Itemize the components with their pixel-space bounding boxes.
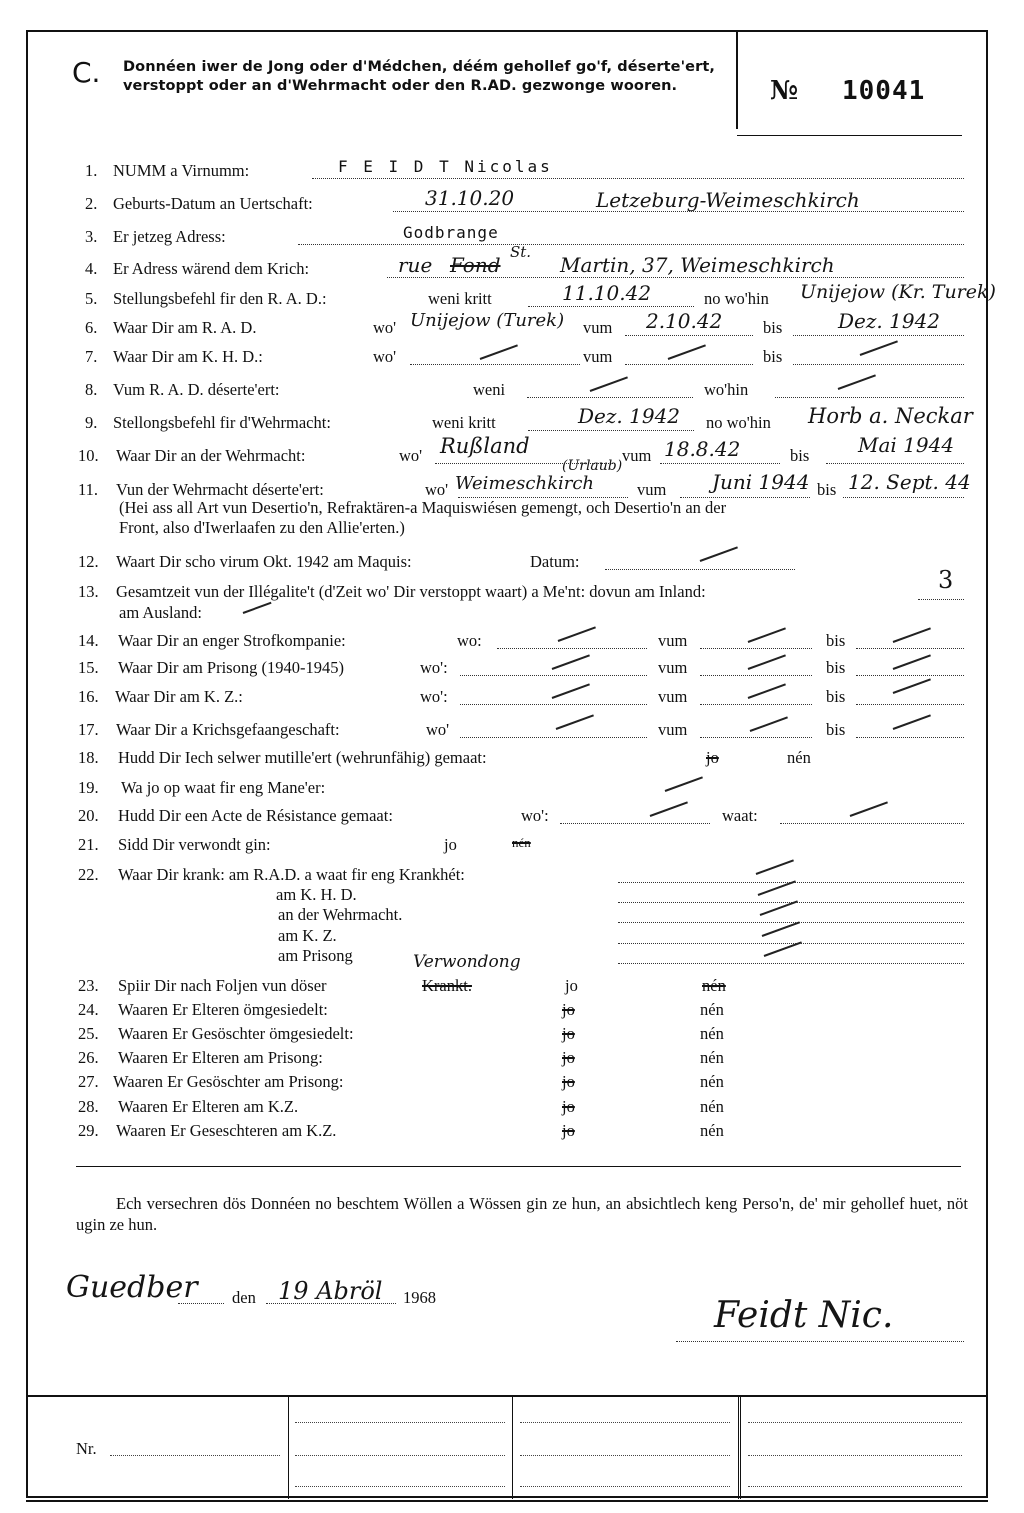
sick-kz-label: am K. Z. — [278, 926, 337, 945]
where-label: wo' — [426, 720, 450, 739]
answer-yes[interactable]: jo — [562, 1097, 575, 1116]
rad-service-from[interactable]: 2.10.42 — [646, 309, 723, 333]
where-to-label: no wo'hin — [704, 289, 769, 308]
sick-wehrmacht-label: an der Wehrmacht. — [278, 905, 403, 924]
where-label: wo': — [420, 687, 448, 706]
to-line — [793, 364, 964, 365]
nr-label: Nr. — [76, 1439, 97, 1458]
where-to-label: wo'hin — [704, 380, 749, 399]
wehrmacht-service-to[interactable]: Mai 1944 — [858, 433, 955, 457]
signing-year: 1968 — [403, 1288, 436, 1307]
footer-line — [748, 1486, 962, 1487]
answer-no[interactable]: nén — [700, 1097, 724, 1116]
answer-yes[interactable]: jo — [562, 1048, 575, 1067]
field-number: 27. — [78, 1072, 99, 1091]
rad-order-label: Stellungsbefehl fir den R. A. D.: — [113, 289, 327, 308]
wehrmacht-order-label: Stellongsbefehl fir d'Wehrmacht: — [113, 413, 331, 432]
field-number: 1. — [85, 161, 98, 180]
field-number: 16. — [78, 687, 99, 706]
to-line — [843, 497, 964, 498]
wehrmacht-service-place[interactable]: Rußland — [440, 434, 530, 458]
where-label: wo' — [399, 446, 423, 465]
date-line — [605, 569, 795, 570]
to-label: bis — [826, 687, 846, 706]
from-label: vum — [658, 720, 688, 739]
war-address-value[interactable]: Martin, 37, Weimeschkirch — [560, 253, 835, 277]
desertion-note: (Urlaub) — [562, 458, 623, 474]
footer-line — [520, 1455, 730, 1456]
birth-place-value[interactable]: Letzeburg-Weimeschkirch — [596, 188, 860, 212]
where-line — [460, 675, 647, 676]
parents-resettled-label: Waaren Er Elteren ömgesiedelt: — [118, 1000, 328, 1019]
abroad-label: am Ausland: — [119, 603, 202, 622]
section-letter: C. — [72, 56, 101, 89]
where-line — [460, 737, 647, 738]
field-number: 15. — [78, 658, 99, 677]
rad-order-date-line — [528, 306, 694, 307]
address-line — [298, 244, 964, 245]
footer-line — [748, 1422, 962, 1423]
address-label: Er jetzeg Adress: — [113, 227, 226, 246]
wehrmacht-service-label: Waar Dir an der Wehrmacht: — [116, 446, 306, 465]
from-line — [625, 335, 753, 336]
where-label: wo' — [373, 318, 397, 337]
where-line — [460, 704, 647, 705]
to-label: bis — [826, 631, 846, 650]
wehrmacht-desertion-place[interactable]: Weimeschkirch — [455, 473, 595, 494]
from-label: vum — [583, 318, 613, 337]
to-line — [826, 463, 964, 464]
where-label: wo: — [457, 631, 482, 650]
field-number: 26. — [78, 1048, 99, 1067]
field-number: 3. — [85, 227, 98, 246]
from-label: vum — [658, 658, 688, 677]
answer-no[interactable]: nén — [700, 1072, 724, 1091]
field-number: 20. — [78, 806, 99, 825]
nr-line — [110, 1455, 280, 1456]
where-line — [410, 364, 580, 365]
wehrmacht-service-from[interactable]: 18.8.42 — [664, 437, 741, 461]
what-label: waat: — [722, 806, 758, 825]
answer-no[interactable]: nén — [512, 835, 531, 850]
sick-label: Waar Dir krank: am R.A.D. a waat fir eng Krankhét: — [118, 865, 465, 884]
field-number: 12. — [78, 552, 99, 571]
to-label: bis — [763, 318, 783, 337]
manner-label: Wa jo op waat fir eng Mane'er: — [121, 778, 326, 797]
from-line — [700, 648, 812, 649]
sick-prison-label: am Prisong — [278, 946, 353, 965]
birth-date-value[interactable]: 31.10.20 — [425, 186, 515, 210]
field-number: 22. — [78, 865, 99, 884]
pow-label: Waar Dir a Krichsgefaangeschaft: — [116, 720, 340, 739]
received-label: weni kritt — [432, 413, 496, 432]
wounded-label: Sidd Dir verwondt gin: — [118, 835, 271, 854]
form-bottom-rule — [26, 1500, 988, 1502]
number-sign: № — [770, 76, 799, 106]
signature[interactable]: Feidt Nic. — [714, 1295, 894, 1336]
rad-order-date[interactable]: 11.10.42 — [562, 281, 652, 305]
sick-prison-line — [618, 963, 964, 964]
section-divider — [76, 1166, 961, 1167]
from-line — [700, 704, 812, 705]
field-number: 14. — [78, 631, 99, 650]
rad-desertion-label: Vum R. A. D. déserte'ert: — [113, 380, 280, 399]
answer-no[interactable]: nén — [700, 1000, 724, 1019]
from-label: vum — [637, 480, 667, 499]
what-line — [780, 823, 964, 824]
address-value[interactable]: Godbrange — [403, 223, 499, 242]
answer-no[interactable]: nén — [700, 1121, 724, 1140]
from-label: vum — [583, 347, 613, 366]
siblings-kz-label: Waaren Er Geseschteren am K.Z. — [116, 1121, 337, 1140]
footer-divider — [512, 1396, 513, 1499]
inland-months[interactable]: 3 — [938, 566, 954, 594]
signing-date[interactable]: 19 Abröl — [278, 1277, 383, 1305]
to-label: bis — [763, 347, 783, 366]
field-number: 25. — [78, 1024, 99, 1043]
answer-no[interactable]: nén — [787, 748, 811, 767]
field-number: 13. — [78, 582, 99, 601]
place-line — [178, 1303, 224, 1304]
footer-line — [520, 1422, 730, 1423]
field-number: 8. — [85, 380, 98, 399]
answer-no[interactable]: nén — [702, 976, 726, 995]
answer-no[interactable]: nén — [700, 1048, 724, 1067]
sick-wehrmacht-line — [618, 922, 964, 923]
rad-service-label: Waar Dir am R. A. D. — [113, 318, 257, 337]
name-line — [312, 178, 964, 179]
answer-yes[interactable]: jo — [444, 835, 457, 854]
desertion-note-2: Front, also d'Iwerlaafen zu den Allie'erten.) — [119, 518, 405, 537]
form-title: Donnéen iwer de Jong oder d'Médchen, déém gehollef go'f, déserte'ert, verstoppt oder an d'Wehrmacht oder den R.AD. gezwonge wooren. — [123, 59, 715, 94]
from-label: vum — [622, 446, 652, 465]
field-number: 19. — [78, 778, 99, 797]
parents-kz-label: Waaren Er Elteren am K.Z. — [118, 1097, 299, 1116]
birth-label: Geburts-Datum an Uertschaft: — [113, 194, 313, 213]
where-line — [560, 823, 710, 824]
war-address-prefix[interactable]: rue — [398, 253, 433, 277]
name-value[interactable]: F E I D T Nicolas — [338, 157, 553, 176]
prison-label: Waar Dir am Prisong (1940-1945) — [118, 658, 344, 677]
from-line — [660, 463, 780, 464]
siblings-prison-label: Waaren Er Gesöschter am Prisong: — [113, 1072, 344, 1091]
header-divider — [736, 31, 738, 129]
khd-label: Waar Dir am K. H. D.: — [113, 347, 263, 366]
answer-yes[interactable]: jo — [565, 976, 578, 995]
field-number: 4. — [85, 259, 98, 278]
wehrmacht-order-date[interactable]: Dez. 1942 — [578, 404, 681, 428]
field-number: 18. — [78, 748, 99, 767]
rad-service-place[interactable]: Unijejow (Turek) — [410, 310, 565, 331]
rad-service-to[interactable]: Dez. 1942 — [838, 309, 941, 333]
consequences-label: Spiir Dir nach Foljen vun döser — [118, 976, 327, 995]
answer-yes[interactable]: jo — [706, 748, 719, 767]
wehrmacht-desertion-label: Vun der Wehrmacht déserte'ert: — [116, 480, 324, 499]
footer-line — [295, 1422, 505, 1423]
footer-line — [520, 1486, 730, 1487]
footer-divider — [738, 1396, 739, 1499]
wehrmacht-desertion-from[interactable]: Juni 1944 — [712, 470, 810, 494]
when-line — [527, 397, 693, 398]
where-label: wo' — [425, 480, 449, 499]
name-label: NUMM a Virnumm: — [113, 161, 250, 180]
wehrmacht-order-place[interactable]: Horb a. Neckar — [808, 404, 973, 428]
from-line — [700, 675, 812, 676]
field-number: 6. — [85, 318, 98, 337]
inland-line — [918, 599, 964, 600]
answer-yes[interactable]: jo — [562, 1072, 575, 1091]
field-number: 21. — [78, 835, 99, 854]
field-number: 9. — [85, 413, 98, 432]
received-label: weni kritt — [428, 289, 492, 308]
penal-company-label: Waar Dir an enger Strofkompanie: — [118, 631, 346, 650]
footer-line — [295, 1455, 505, 1456]
desertion-note-1: (Hei ass all Art vun Desertio'n, Refraktären-a Maquiswiésen gemengt, och Desertio'n an der — [119, 498, 727, 517]
from-line — [625, 364, 753, 365]
footer-divider — [740, 1396, 741, 1499]
illegality-label: Gesamtzeit vun der Illégalite't (d'Zeit wo' Dir verstoppt waart) a Me'nt: dovun am Inland: — [116, 582, 706, 601]
to-line — [793, 335, 964, 336]
war-address-struck: Fond — [450, 253, 501, 277]
footer-line — [748, 1455, 962, 1456]
maquis-label: Waart Dir scho virum Okt. 1942 am Maquis: — [116, 552, 412, 571]
from-label: vum — [658, 631, 688, 650]
field-number: 10. — [78, 446, 99, 465]
form-number: 10041 — [842, 76, 926, 106]
war-address-line — [387, 277, 964, 278]
to-line — [856, 648, 964, 649]
where-to-label: no wo'hin — [706, 413, 771, 432]
where-label: wo' — [373, 347, 397, 366]
where-line — [497, 648, 647, 649]
signing-place[interactable]: Guedber — [66, 1270, 198, 1305]
declaration-text: Ech versechren dös Donnéen no beschtem Wöllen a Wössen gin ze hun, an absichtlech keng Perso'n, de' mir gehollef huet, nöt ugin ze hun. — [76, 1194, 968, 1234]
to-label: bis — [826, 658, 846, 677]
den-label: den — [232, 1288, 256, 1307]
siblings-resettled-label: Waaren Er Gesöschter ömgesiedelt: — [118, 1024, 354, 1043]
from-line — [700, 737, 812, 738]
consequences-struck: Krankt. — [422, 976, 472, 995]
field-number: 2. — [85, 194, 98, 213]
to-line — [856, 737, 964, 738]
field-number: 7. — [85, 347, 98, 366]
field-number: 11. — [78, 480, 99, 499]
header-rule — [737, 135, 962, 136]
to-line — [856, 704, 964, 705]
wehrmacht-desertion-to[interactable]: 12. Sept. 44 — [848, 470, 971, 494]
field-number: 5. — [85, 289, 98, 308]
field-number: 29. — [78, 1121, 99, 1140]
footer-top-rule — [26, 1395, 988, 1397]
answer-yes[interactable]: jo — [562, 1024, 575, 1043]
date-label: Datum: — [530, 552, 580, 571]
answer-yes[interactable]: jo — [562, 1121, 575, 1140]
answer-no[interactable]: nén — [700, 1024, 724, 1043]
consequences-inserted[interactable]: Verwondong — [413, 952, 521, 972]
when-line — [528, 430, 694, 431]
kz-label: Waar Dir am K. Z.: — [115, 687, 243, 706]
field-number: 24. — [78, 1000, 99, 1019]
field-number: 17. — [78, 720, 99, 739]
footer-divider — [288, 1396, 289, 1499]
war-address-inserted: St. — [510, 243, 532, 261]
to-line — [856, 675, 964, 676]
where-to-line — [775, 397, 964, 398]
from-label: vum — [658, 687, 688, 706]
resistance-label: Hudd Dir een Acte de Résistance gemaat: — [118, 806, 393, 825]
to-label: bis — [790, 446, 810, 465]
when-label: weni — [473, 380, 506, 399]
where-label: wo': — [521, 806, 549, 825]
footer-line — [295, 1486, 505, 1487]
where-label: wo': — [420, 658, 448, 677]
sick-khd-label: am K. H. D. — [276, 885, 357, 904]
self-mutilation-label: Hudd Dir Iech selwer mutille'ert (wehrunfähig) gemaat: — [118, 748, 487, 767]
answer-yes[interactable]: jo — [562, 1000, 575, 1019]
parents-prison-label: Waaren Er Elteren am Prisong: — [118, 1048, 323, 1067]
war-address-label: Er Adress wärend dem Krich: — [113, 259, 310, 278]
rad-order-place[interactable]: Unijejow (Kr. Turek) — [800, 281, 996, 303]
field-number: 23. — [78, 976, 99, 995]
signature-line — [676, 1341, 964, 1342]
field-number: 28. — [78, 1097, 99, 1116]
to-label: bis — [826, 720, 846, 739]
to-label: bis — [817, 480, 837, 499]
